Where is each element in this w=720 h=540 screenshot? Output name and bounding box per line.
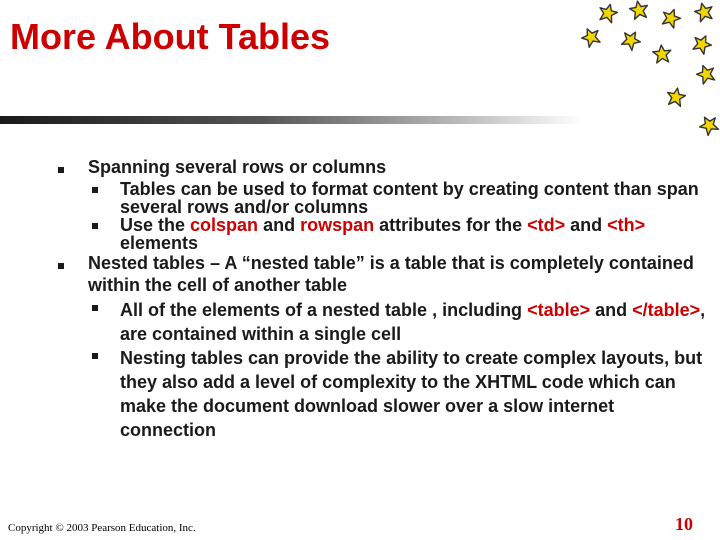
square-bullet-icon [92, 353, 98, 359]
sub-bullet-item [58, 216, 708, 252]
code-keyword: <td> [527, 215, 566, 235]
star-icon [690, 32, 714, 55]
stars-decoration [575, 0, 720, 145]
star-icon [660, 6, 683, 29]
star-icon [597, 2, 619, 24]
star-icon [652, 44, 671, 63]
star-icon [694, 62, 717, 85]
page-number: 10 [675, 514, 693, 534]
square-bullet-icon [92, 187, 98, 193]
text-run: and [258, 215, 301, 235]
copyright-footer: Copyright © 2003 Pearson Education, Inc. [8, 522, 196, 534]
bullet-text: Nested tables – A “nested table” is a table that is completely contained within the cell of another table [88, 253, 694, 295]
title-underline-rule [0, 116, 582, 124]
square-bullet-icon [58, 167, 64, 173]
star-icon [579, 25, 603, 48]
bullet-item [58, 156, 708, 178]
text-run: All of the elements of a nested table , including [120, 300, 528, 320]
square-bullet-icon [92, 223, 98, 229]
square-bullet-icon [58, 263, 64, 269]
code-keyword: <th> [607, 215, 646, 235]
text-run: and [590, 300, 633, 320]
square-bullet-icon [92, 305, 98, 311]
star-icon [697, 113, 720, 137]
text-run: elements [120, 233, 199, 253]
star-icon [619, 28, 643, 52]
text-run: Use the [120, 215, 191, 235]
sub-bullet-item [58, 180, 708, 216]
sub-bullet-text: Nesting tables can provide the ability to create complex layouts, but they also add a level of complexity to the XHTML code which can make the document download slower over a slow internet connection [120, 348, 703, 440]
code-keyword: colspan [190, 215, 259, 235]
text-run: , are contained within a single cell [120, 300, 706, 344]
sub-bullet-text: Tables can be used to format content by creating content than span several rows and/or columns [120, 179, 699, 217]
star-icon [693, 1, 715, 23]
text-run: attributes for the [374, 215, 528, 235]
star-icon [629, 0, 650, 20]
bullet-text: Spanning several rows or columns [88, 157, 387, 177]
code-keyword: <table> [527, 300, 591, 320]
slide-body [58, 156, 708, 442]
sub-bullet-item [58, 298, 708, 346]
star-icon [666, 87, 687, 107]
sub-bullet-item [58, 346, 708, 442]
slide-title: More About Tables [10, 16, 331, 57]
code-keyword: </table> [632, 300, 701, 320]
code-keyword: rowspan [300, 215, 375, 235]
text-run: and [565, 215, 608, 235]
bullet-item [58, 252, 708, 296]
